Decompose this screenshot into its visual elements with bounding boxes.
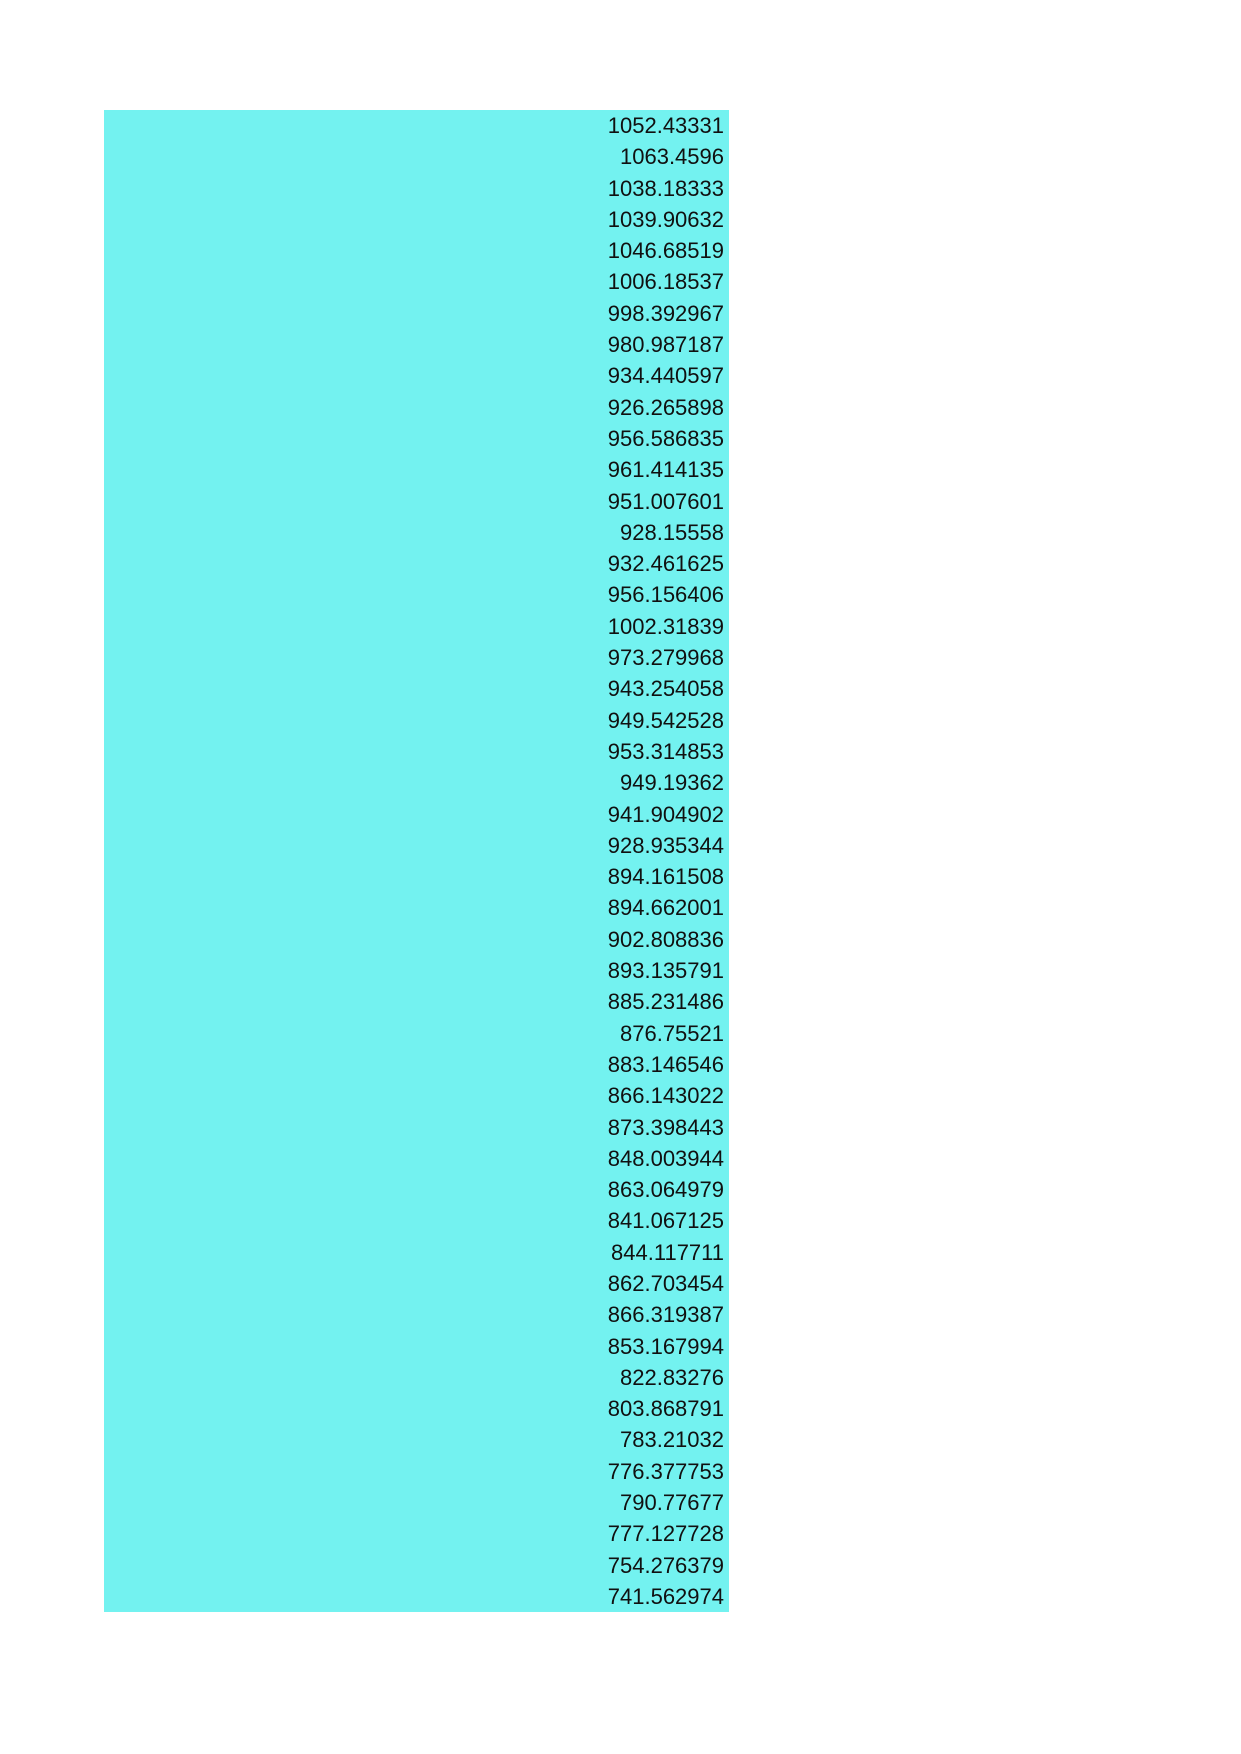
cell-value: 1002.31839 xyxy=(607,613,724,639)
cell-value: 844.117711 xyxy=(611,1239,724,1265)
highlighted-cell-range xyxy=(104,110,729,1612)
cell-value: 953.314853 xyxy=(607,738,724,764)
cell-value: 998.392967 xyxy=(607,300,724,326)
cell-value: 776.377753 xyxy=(607,1458,724,1484)
cell-value: 956.156406 xyxy=(607,582,724,608)
cell-value: 928.935344 xyxy=(607,832,724,858)
cell-value: 980.987187 xyxy=(607,332,724,358)
cell-value: 754.276379 xyxy=(607,1552,724,1578)
cell-value: 934.440597 xyxy=(607,363,724,389)
cell-value: 932.461625 xyxy=(607,551,724,577)
cell-value: 873.398443 xyxy=(607,1114,724,1140)
cell-value: 973.279968 xyxy=(607,645,724,671)
cell-value: 866.143022 xyxy=(607,1083,724,1109)
value-column xyxy=(104,110,729,1612)
cell-value: 943.254058 xyxy=(607,676,724,702)
cell-value: 866.319387 xyxy=(607,1302,724,1328)
cell-value: 1063.4596 xyxy=(620,144,724,170)
cell-value: 741.562974 xyxy=(607,1583,724,1609)
cell-value: 951.007601 xyxy=(607,488,724,514)
cell-value: 1052.43331 xyxy=(607,113,724,138)
cell-value: 949.19362 xyxy=(620,770,724,796)
cell-value: 853.167994 xyxy=(607,1333,724,1359)
cell-value: 893.135791 xyxy=(607,958,724,984)
cell-value: 1006.18537 xyxy=(607,269,724,295)
cell-value: 822.83276 xyxy=(620,1364,724,1390)
cell-value: 885.231486 xyxy=(607,989,724,1015)
cell-value: 928.15558 xyxy=(620,519,724,545)
cell-value: 949.542528 xyxy=(607,707,724,733)
cell-value: 803.868791 xyxy=(607,1396,724,1422)
cell-value: 894.161508 xyxy=(607,864,724,890)
cell-value: 883.146546 xyxy=(607,1051,724,1077)
cell-value: 848.003944 xyxy=(607,1145,724,1171)
cell-value: 841.067125 xyxy=(607,1208,724,1234)
cell-value: 863.064979 xyxy=(607,1177,724,1203)
cell-value: 902.808836 xyxy=(607,926,724,952)
cell-value: 790.77677 xyxy=(620,1490,724,1516)
cell-value: 783.21032 xyxy=(620,1427,724,1453)
cell-value: 777.127728 xyxy=(607,1521,724,1547)
cell-value: 1039.90632 xyxy=(607,206,724,232)
cell-value: 876.75521 xyxy=(620,1020,724,1046)
cell-value: 862.703454 xyxy=(607,1270,724,1296)
cell-value: 956.586835 xyxy=(607,425,724,451)
cell-value: 941.904902 xyxy=(607,801,724,827)
cell-value: 1038.18333 xyxy=(607,175,724,201)
cell-value: 961.414135 xyxy=(607,457,724,483)
cell-value: 894.662001 xyxy=(607,895,724,921)
cell-value: 926.265898 xyxy=(607,394,724,420)
cell-value: 1046.68519 xyxy=(607,238,724,264)
